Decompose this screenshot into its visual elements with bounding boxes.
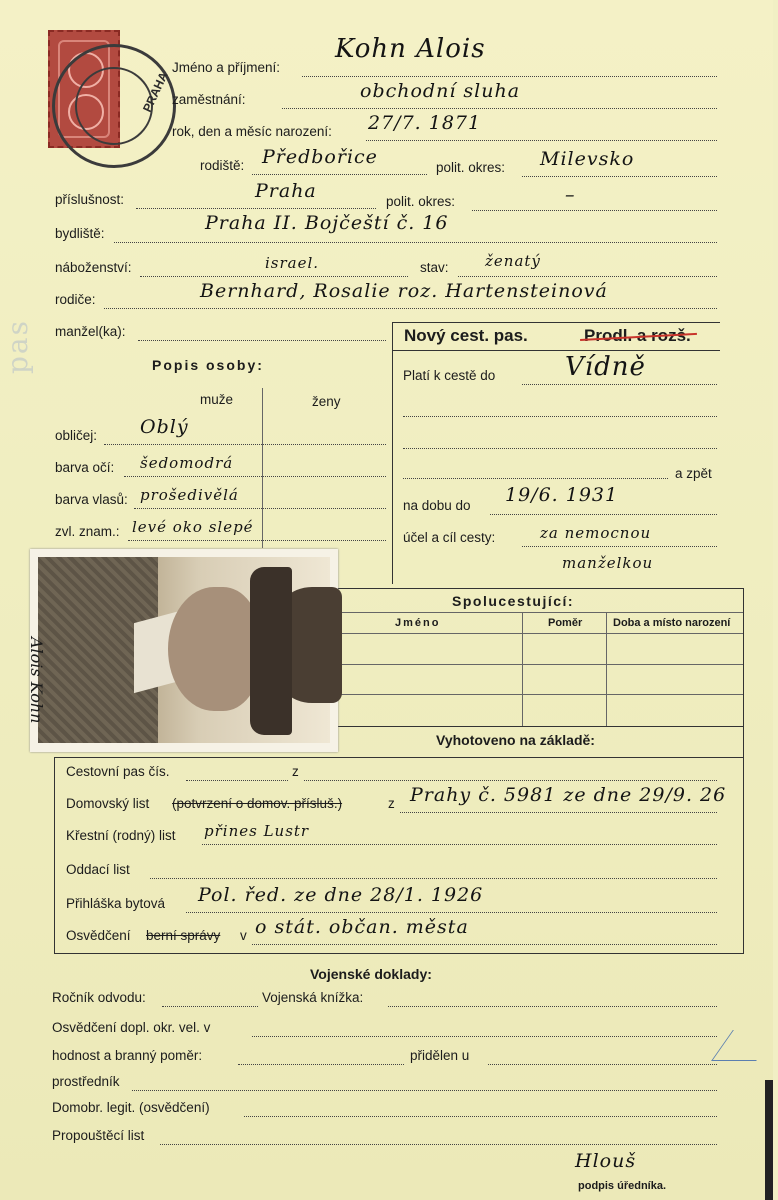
eyes-line (124, 476, 386, 477)
companions-col-name: Jméno (395, 617, 441, 629)
residence-label: bydliště: (55, 226, 105, 241)
passport-box-left (392, 322, 393, 584)
military-title: Vojenské doklady: (310, 966, 432, 982)
assigned-line (488, 1064, 717, 1065)
domicile-line (400, 812, 717, 813)
district2-label: polit. okres: (386, 194, 456, 209)
purpose-value-1: za nemocnou (540, 524, 652, 542)
intermediary-label: prostředník (52, 1074, 120, 1089)
domicile-paren: (potvrzení o domov. přísluš.) (172, 796, 343, 811)
passport-from-line (304, 780, 717, 781)
name-line (302, 76, 717, 77)
col-women: ženy (312, 394, 341, 409)
basis-title: Vyhotoveno na základě: (436, 732, 595, 748)
district2-value: – (565, 184, 576, 206)
district-value: Milevsko (540, 148, 635, 170)
purpose-value-2: manželkou (562, 554, 654, 572)
official-signature: Hlouš (575, 1150, 637, 1172)
religion-label: náboženství: (55, 260, 132, 275)
discharge-line (160, 1144, 717, 1145)
companions-col-relation: Poměr (548, 617, 583, 629)
status-value: ženatý (485, 252, 541, 270)
citizenship-value: Praha (255, 180, 317, 202)
draft-year-line (162, 1006, 258, 1007)
spouse-label: manžel(ka): (55, 324, 126, 339)
marks-value: levé oko slepé (132, 518, 254, 536)
valid-line-3 (403, 448, 717, 449)
parents-label: rodiče: (55, 292, 96, 307)
certificate-struck: berní správy (146, 928, 221, 943)
valid-line (522, 384, 717, 385)
occupation-label: zaměstnání: (172, 92, 246, 107)
valid-line-4 (403, 478, 668, 479)
passport-number-line (186, 780, 288, 781)
purpose-label: účel a cíl cesty: (403, 530, 496, 545)
return-label: a zpět (675, 466, 712, 481)
passport-number-label: Cestovní pas čís. (66, 764, 170, 779)
companions-col-birth: Doba a místo narození (613, 617, 731, 629)
marks-label: zvl. znam.: (55, 524, 120, 539)
legion-line (244, 1116, 717, 1117)
rank-label: hodnost a branný poměr: (52, 1048, 203, 1063)
discharge-label: Propouštěcí list (52, 1128, 145, 1143)
occupation-value: obchodní sluha (360, 80, 521, 102)
eyes-value: šedomodrá (140, 454, 234, 472)
passport-number-from: z (292, 764, 299, 779)
rank-line (238, 1064, 404, 1065)
residence-value: Praha II. Bojčeští č. 16 (205, 212, 449, 234)
birthplace-line (252, 174, 427, 175)
birthplace-value: Předbořice (262, 146, 378, 168)
certificate-value: o stát. občan. města (255, 916, 469, 938)
baptism-label: Křestní (rodný) list (66, 828, 176, 843)
district-label: polit. okres: (436, 160, 506, 175)
description-divider (262, 388, 263, 548)
companions-divider-1 (522, 612, 523, 726)
district-line (522, 176, 717, 177)
domicile-from: z (388, 796, 395, 811)
passport-new-title: Nový cest. pas. (404, 326, 528, 345)
citizenship-label: příslušnost: (55, 192, 125, 207)
marriage-line (150, 878, 717, 879)
hair-line (134, 508, 386, 509)
registration-label: Přihláška bytová (66, 896, 166, 911)
birth-value: 27/7. 1871 (368, 112, 482, 134)
hair-value: prošedivělá (140, 486, 239, 504)
companions-header-top (336, 612, 743, 613)
basis-box-top (54, 757, 744, 758)
face-value: Oblý (140, 416, 189, 438)
marks-line (128, 540, 386, 541)
signature-label: podpis úředníka. (578, 1180, 667, 1192)
marriage-label: Oddací list (66, 862, 130, 877)
parents-value: Bernhard, Rosalie roz. Hartensteinová (200, 280, 608, 302)
certificate-line (252, 944, 717, 945)
military-cert-label: Osvědčení dopl. okr. vel. v (52, 1020, 211, 1035)
companions-bottom (336, 726, 744, 727)
religion-value: israel. (265, 254, 320, 272)
intermediary-line (132, 1090, 717, 1091)
basis-box-bottom (54, 953, 744, 954)
period-line (490, 514, 717, 515)
assigned-label: přidělen u (410, 1048, 470, 1063)
face-line (104, 444, 386, 445)
district2-line (472, 210, 717, 211)
legion-label: Domobr. legit. (osvědčení) (52, 1100, 210, 1115)
basis-box-left (54, 757, 55, 953)
religion-line (140, 276, 408, 277)
companions-title: Spolucestující: (452, 593, 575, 609)
baptism-line (202, 844, 717, 845)
valid-value: Vídně (565, 352, 646, 382)
domicile-value: Prahy č. 5981 ze dne 29/9. 26 (410, 784, 727, 806)
basis-box-right (743, 726, 744, 953)
name-label: Jméno a příjmení: (172, 60, 281, 75)
birthplace-label: rodiště: (200, 158, 245, 173)
companions-divider-2 (606, 612, 607, 726)
passport-box-top (392, 322, 720, 323)
companions-right (743, 588, 744, 728)
passport-ext-title: Prodl. a rozš. (584, 326, 691, 345)
military-book-line (388, 1006, 717, 1007)
col-men: muže (200, 392, 234, 407)
spouse-line (138, 340, 386, 341)
birth-label: rok, den a měsíc narození: (172, 124, 332, 139)
registration-value: Pol. řed. ze dne 28/1. 1926 (198, 884, 484, 906)
status-line (458, 276, 717, 277)
certificate-label: Osvědčení (66, 928, 131, 943)
baptism-value: přines Lustr (204, 822, 310, 840)
registration-line (186, 912, 717, 913)
background-watermark: pas (1, 319, 34, 374)
residence-line (114, 242, 717, 243)
photo-signature: Alois Kohn (27, 637, 46, 724)
period-label: na dobu do (403, 498, 471, 513)
companions-row-1 (336, 664, 743, 665)
passport-title-underline (392, 350, 720, 351)
companions-row-2 (336, 694, 743, 695)
military-cert-line (252, 1036, 717, 1037)
period-value: 19/6. 1931 (505, 484, 619, 506)
name-value: Kohn Alois (335, 34, 486, 64)
postmark: PRAHA (52, 44, 176, 168)
birth-line (366, 140, 717, 141)
domicile-label: Domovský list (66, 796, 150, 811)
certificate-in: v (240, 928, 247, 943)
draft-year-label: Ročník odvodu: (52, 990, 146, 1005)
military-book-label: Vojenská knížka: (262, 990, 364, 1005)
purpose-line (522, 546, 717, 547)
valid-label: Platí k cestě do (403, 368, 496, 383)
parents-line (104, 308, 717, 309)
eyes-label: barva očí: (55, 460, 115, 475)
citizenship-line (136, 208, 376, 209)
portrait-photo (27, 549, 338, 752)
occupation-line (282, 108, 717, 109)
edge-mark (765, 1080, 773, 1200)
description-title: Popis osoby: (152, 357, 264, 373)
companions-top (336, 588, 744, 589)
blue-check-mark (711, 1030, 778, 1061)
face-label: obličej: (55, 428, 98, 443)
status-label: stav: (420, 260, 449, 275)
companions-header-bottom (336, 633, 743, 634)
hair-label: barva vlasů: (55, 492, 128, 507)
valid-line-2 (403, 416, 717, 417)
